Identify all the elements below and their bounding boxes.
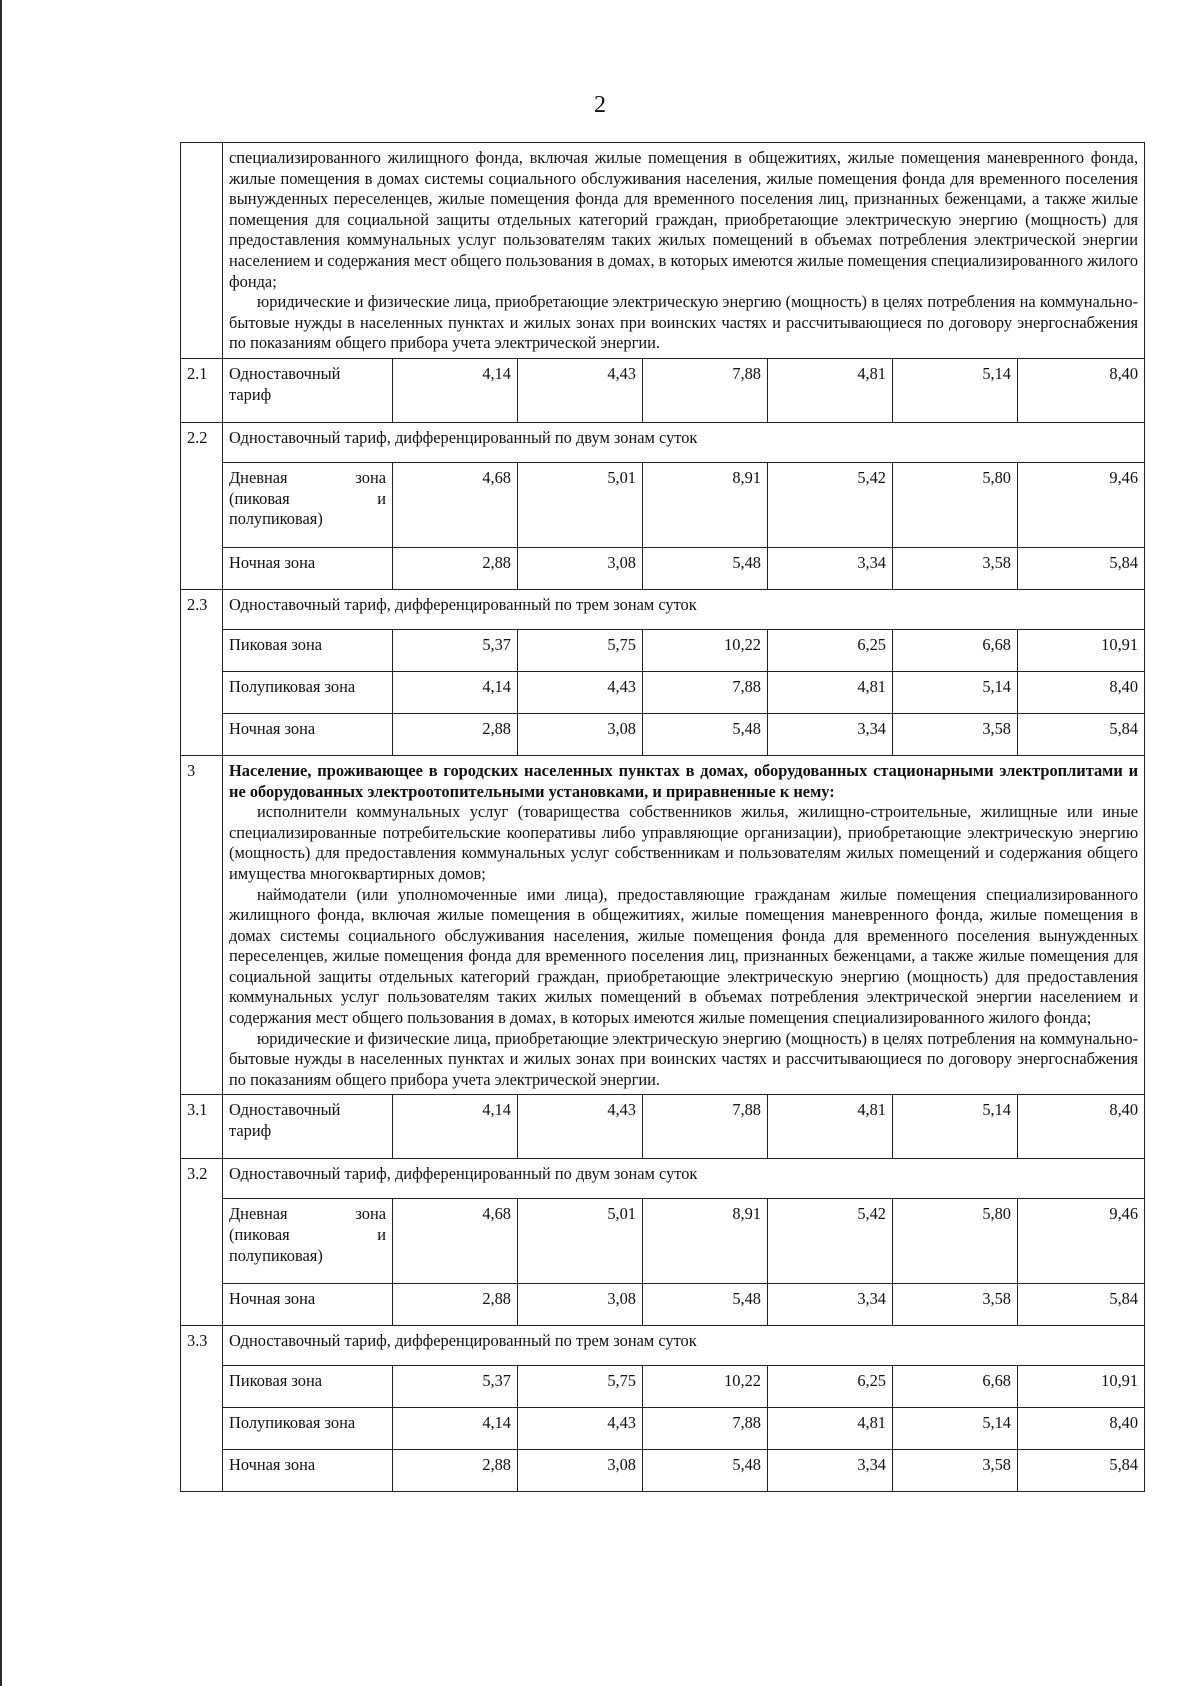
row-label: Пиковая зона (223, 629, 393, 671)
table-row (181, 1095, 1145, 1159)
value-cell: 5,84 (1018, 1284, 1145, 1326)
value-cell: 4,68 (393, 462, 518, 547)
value-cell: 3,34 (768, 1450, 893, 1492)
paragraph: юридические и физические лица, приобретающие электрическую энергию (мощность) в целях потребления на коммунально-бытовые нужды в населенных пунктах и жилых зонах при воинских частях и рассчитывающиеся по договору энергоснабжения по показаниям общего прибора учета электрической энергии. (229, 1028, 1139, 1089)
value-cell: 5,75 (518, 1366, 643, 1408)
row-number: 2.2 (181, 422, 223, 589)
table-row (181, 462, 1145, 547)
value-cell: 4,14 (393, 1095, 518, 1159)
value-cell: 3,58 (893, 1284, 1018, 1326)
row-number: 3.3 (181, 1326, 223, 1492)
value-cell: 10,91 (1018, 629, 1145, 671)
value-cell: 5,37 (393, 1366, 518, 1408)
row-number (181, 143, 223, 359)
row-label: Ночная зона (223, 713, 393, 755)
value-cell: 6,68 (893, 1366, 1018, 1408)
value-cell: 4,14 (393, 671, 518, 713)
value-cell: 8,40 (1018, 671, 1145, 713)
value-cell: 4,43 (518, 358, 643, 422)
value-cell: 4,81 (768, 671, 893, 713)
scan-edge-line (0, 0, 2, 1686)
section-title: Одноставочный тариф, дифференцированный по двум зонам суток (223, 1159, 1145, 1199)
value-cell: 6,68 (893, 629, 1018, 671)
table-row (181, 1199, 1145, 1284)
value-cell: 3,34 (768, 713, 893, 755)
value-cell: 2,88 (393, 713, 518, 755)
value-cell: 10,22 (643, 1366, 768, 1408)
paragraph: специализированного жилищного фонда, включая жилые помещения в общежитиях, жилые помещения маневренного фонда, жилые помещения в домах системы социального обслуживания населения, жилые помещения фонда для временного поселения вынужденных переселенцев, жилые помещения фонда для временного поселения лиц, признанных беженцами, а также жилые помещения для социальной защиты отдельных категорий граждан, приобретающие электрическую энергию (мощность) для предоставления коммунальных услуг пользователям таких жилых помещений в объемах потребления электрической энергии населением и содержания мест общего пользования в домах, в которых имеются жилые помещения специализированного жилого фонда; (229, 148, 1139, 291)
value-cell: 4,14 (393, 1408, 518, 1450)
value-cell: 3,08 (518, 1450, 643, 1492)
value-cell: 4,81 (768, 1095, 893, 1159)
value-cell: 5,42 (768, 1199, 893, 1284)
value-cell: 5,14 (893, 1408, 1018, 1450)
paragraph: исполнители коммунальных услуг (товарищества собственников жилья, жилищно-строительные, жилищные или иные специализированные потребительские кооперативы либо управляющие организации), приобретающие электрическую энергию (мощность) для предоставления коммунальных услуг собственникам и пользователям жилых помещений и содержания общего имущества многоквартирных домов; (229, 802, 1139, 883)
row-label: Дневная зона (пиковая и полупиковая) (223, 462, 393, 547)
value-cell: 2,88 (393, 547, 518, 589)
value-cell: 7,88 (643, 671, 768, 713)
value-cell: 5,48 (643, 713, 768, 755)
table-row (181, 629, 1145, 671)
value-cell: 5,48 (643, 1284, 768, 1326)
value-cell: 6,25 (768, 1366, 893, 1408)
table-row (181, 1284, 1145, 1326)
row-number: 3 (181, 755, 223, 1095)
value-cell: 5,80 (893, 1199, 1018, 1284)
row-number: 2.1 (181, 358, 223, 422)
table-row (181, 1326, 1145, 1366)
value-cell: 4,81 (768, 358, 893, 422)
value-cell: 5,01 (518, 462, 643, 547)
value-cell: 8,91 (643, 1199, 768, 1284)
row-number: 3.2 (181, 1159, 223, 1326)
table-row (181, 1450, 1145, 1492)
value-cell: 4,68 (393, 1199, 518, 1284)
section-title: Одноставочный тариф, дифференцированный по трем зонам суток (223, 1326, 1145, 1366)
value-cell: 5,37 (393, 629, 518, 671)
value-cell: 3,34 (768, 1284, 893, 1326)
value-cell: 10,91 (1018, 1366, 1145, 1408)
row-label: Ночная зона (223, 547, 393, 589)
group-heading: Население, проживающее в городских населенных пунктах в домах, оборудованных стационарными электроплитами и не оборудованных электроотопительными установками, и приравненные к нему: (229, 760, 1139, 801)
value-cell: 7,88 (643, 1408, 768, 1450)
value-cell: 10,22 (643, 629, 768, 671)
value-cell: 5,01 (518, 1199, 643, 1284)
paragraph: наймодатели (или уполномоченные ими лица), предоставляющие гражданам жилые помещения специализированного жилищного фонда, включая жилые помещения в общежитиях, жилые помещения маневренного фонда, жилые помещения в домах системы социального обслуживания населения, жилые помещения фонда для временного поселения вынужденных переселенцев, жилые помещения фонда для временного поселения лиц, признанных беженцами, а также жилые помещения для социальной защиты отдельных категорий граждан, приобретающие электрическую энергию (мощность) для предоставления коммунальных услуг пользователям таких жилых помещений в объемах потребления электрической энергии населением и содержания мест общего пользования в домах, в которых имеются жилые помещения специализированного жилого фонда; (229, 884, 1139, 1028)
tariff-table (180, 142, 1145, 1492)
value-cell: 8,40 (1018, 1095, 1145, 1159)
row-number: 2.3 (181, 589, 223, 755)
value-cell: 3,08 (518, 547, 643, 589)
section-title: Одноставочный тариф, дифференцированный по двум зонам суток (223, 422, 1145, 462)
value-cell: 4,43 (518, 1408, 643, 1450)
table-row (181, 422, 1145, 462)
value-cell: 4,43 (518, 1095, 643, 1159)
value-cell: 8,40 (1018, 358, 1145, 422)
value-cell: 9,46 (1018, 1199, 1145, 1284)
value-cell: 7,88 (643, 358, 768, 422)
table-row (181, 589, 1145, 629)
table-row (181, 143, 1145, 359)
continuation-text (223, 143, 1145, 359)
value-cell: 5,84 (1018, 713, 1145, 755)
value-cell: 4,43 (518, 671, 643, 713)
table-row (181, 1159, 1145, 1199)
value-cell: 4,81 (768, 1408, 893, 1450)
row-label: Полупиковая зона (223, 1408, 393, 1450)
value-cell: 5,84 (1018, 1450, 1145, 1492)
table-row (181, 671, 1145, 713)
value-cell: 7,88 (643, 1095, 768, 1159)
row-label: Одноставочный тариф (223, 1095, 393, 1159)
table-row (181, 1408, 1145, 1450)
table-row (181, 547, 1145, 589)
value-cell: 3,58 (893, 1450, 1018, 1492)
value-cell: 3,08 (518, 713, 643, 755)
value-cell: 3,08 (518, 1284, 643, 1326)
group-description (223, 755, 1145, 1095)
value-cell: 5,84 (1018, 547, 1145, 589)
row-label: Ночная зона (223, 1284, 393, 1326)
value-cell: 5,48 (643, 1450, 768, 1492)
page-number: 2 (594, 92, 606, 118)
value-cell: 5,42 (768, 462, 893, 547)
value-cell: 5,48 (643, 547, 768, 589)
section-title: Одноставочный тариф, дифференцированный по трем зонам суток (223, 589, 1145, 629)
value-cell: 4,14 (393, 358, 518, 422)
row-label: Дневная зона (пиковая и полупиковая) (223, 1199, 393, 1284)
value-cell: 5,14 (893, 671, 1018, 713)
table-row (181, 713, 1145, 755)
row-label: Полупиковая зона (223, 671, 393, 713)
value-cell: 2,88 (393, 1450, 518, 1492)
row-label: Одноставочный тариф (223, 358, 393, 422)
value-cell: 5,75 (518, 629, 643, 671)
value-cell: 5,80 (893, 462, 1018, 547)
table-row (181, 358, 1145, 422)
value-cell: 5,14 (893, 1095, 1018, 1159)
value-cell: 5,14 (893, 358, 1018, 422)
table-row (181, 755, 1145, 1095)
value-cell: 6,25 (768, 629, 893, 671)
value-cell: 2,88 (393, 1284, 518, 1326)
value-cell: 3,58 (893, 713, 1018, 755)
value-cell: 3,58 (893, 547, 1018, 589)
row-label: Пиковая зона (223, 1366, 393, 1408)
value-cell: 9,46 (1018, 462, 1145, 547)
value-cell: 3,34 (768, 547, 893, 589)
value-cell: 8,91 (643, 462, 768, 547)
value-cell: 8,40 (1018, 1408, 1145, 1450)
paragraph: юридические и физические лица, приобретающие электрическую энергию (мощность) в целях потребления на коммунально-бытовые нужды в населенных пунктах и жилых зонах при воинских частях и рассчитывающиеся по договору энергоснабжения по показаниям общего прибора учета электрической энергии. (229, 292, 1139, 353)
row-label: Ночная зона (223, 1450, 393, 1492)
table-row (181, 1366, 1145, 1408)
row-number: 3.1 (181, 1095, 223, 1159)
